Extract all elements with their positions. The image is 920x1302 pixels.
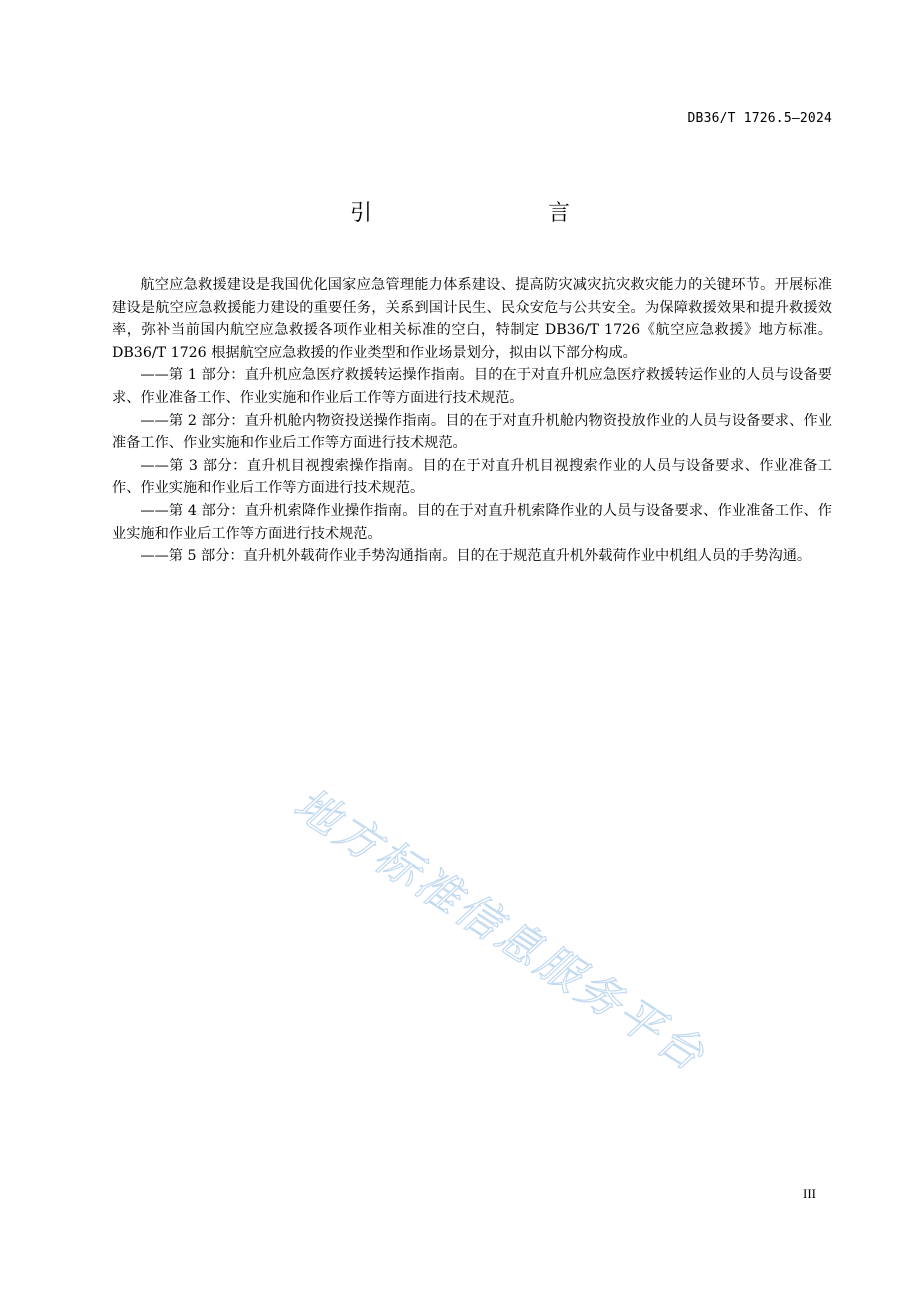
document-code: DB36/T 1726.5—2024 [687,111,832,126]
intro-paragraph: 航空应急救援建设是我国优化国家应急管理能力体系建设、提高防灾减灾抗灾救灾能力的关键环节。开展标准建设是航空应急救援能力建设的重要任务，关系到国计民生、民众安危与公共安全。为保障救援效果和提升救援效率，弥补当前国内航空应急救援各项作业相关标准的空白，特制定 DB36/T 1726《航空应急救援》地方标准。DB36/T 1726 根据航空应急救援的作业类型和作业场景划分，拟由以下部分构成。 [112,277,832,361]
part-2-item: ——第 2 部分：直升机舱内物资投送操作指南。目的在于对直升机舱内物资投放作业的人员与设备要求、作业准备工作、作业实施和作业后工作等方面进行技术规范。 [112,412,832,452]
introduction-body [112,274,832,568]
page-title: 引 言 [349,201,614,226]
page-number: III [803,1186,816,1201]
watermark: 地方标准信息服务平台 [284,778,716,1083]
part-3-item: ——第 3 部分：直升机目视搜索操作指南。目的在于对直升机目视搜索作业的人员与设备要求、作业准备工作、作业实施和作业后工作等方面进行技术规范。 [112,457,832,497]
part-5-item: ——第 5 部分：直升机外载荷作业手势沟通指南。目的在于规范直升机外载荷作业中机组人员的手势沟通。 [140,548,812,565]
part-4-item: ——第 4 部分：直升机索降作业操作指南。目的在于对直升机索降作业的人员与设备要求、作业准备工作、作业实施和作业后工作等方面进行技术规范。 [112,502,832,542]
part-1-item: ——第 1 部分：直升机应急医疗救援转运操作指南。目的在于对直升机应急医疗救援转运作业的人员与设备要求、作业准备工作、作业实施和作业后工作等方面进行技术规范。 [112,367,832,406]
